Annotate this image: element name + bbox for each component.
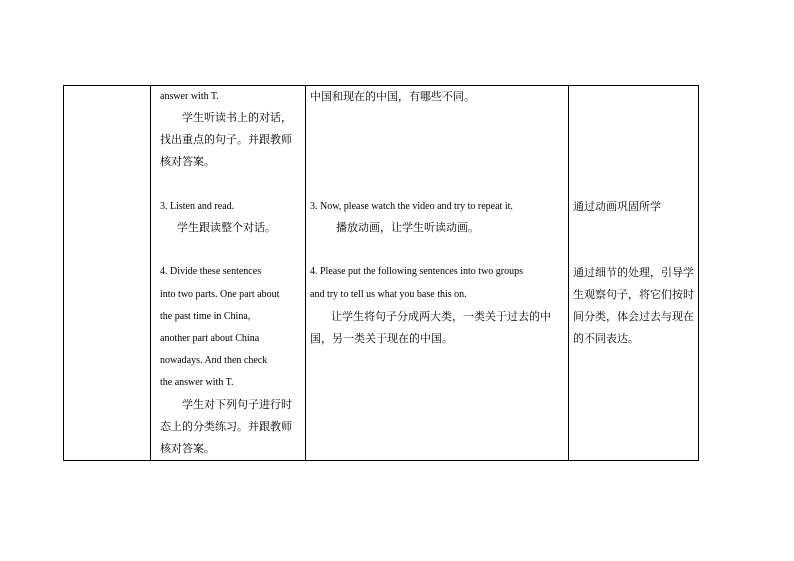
column-divider-1	[150, 85, 151, 461]
text-line: 中国和现在的中国，有哪些不同。	[310, 90, 475, 103]
text-line: 国，另一类关于现在的中国。	[310, 332, 453, 345]
text-line: nowadays. And then check	[160, 355, 268, 366]
table-left-border	[63, 85, 64, 461]
text-line: 找出重点的句子。并跟教师	[160, 133, 292, 146]
text-line: 态上的分类练习。并跟教师	[160, 420, 292, 433]
text-line: 核对答案。	[160, 442, 215, 455]
text-line: 3. Now, please watch the video and try to repeat it.	[310, 201, 513, 212]
text-line: 学生听读书上的对话，	[182, 111, 292, 124]
text-line: into two parts. One part about	[160, 289, 280, 300]
table-top-border	[63, 85, 699, 86]
text-line: 生观察句子，将它们按时	[573, 288, 694, 301]
text-line: the answer with T.	[160, 377, 234, 388]
text-line: and try to tell us what you base this on.	[310, 289, 467, 300]
text-line: 的不同表达。	[573, 332, 639, 345]
text-line: answer with T.	[160, 91, 219, 102]
text-line: 学生跟读整个对话。	[177, 221, 276, 234]
text-line: the past time in China,	[160, 311, 251, 322]
text-line: another part about China	[160, 333, 260, 344]
text-line: 播放动画，让学生听读动画。	[336, 221, 479, 234]
text-line: 4. Divide these sentences	[160, 266, 262, 277]
text-line: 间分类，体会过去与现在	[573, 310, 694, 323]
text-line: 通过动画巩固所学	[573, 200, 661, 213]
text-line: 让学生将句子分成两大类，一类关于过去的中	[331, 310, 551, 323]
column-divider-2	[305, 85, 306, 461]
text-line: 学生对下列句子进行时	[182, 398, 292, 411]
text-line: 3. Listen and read.	[160, 201, 235, 212]
text-line: 4. Please put the following sentences into two groups	[310, 266, 524, 277]
table-bottom-border	[63, 460, 699, 461]
column-divider-3	[568, 85, 569, 461]
text-line: 通过细节的处理，引导学	[573, 266, 694, 279]
table-right-border	[698, 85, 699, 461]
text-line: 核对答案。	[160, 155, 215, 168]
